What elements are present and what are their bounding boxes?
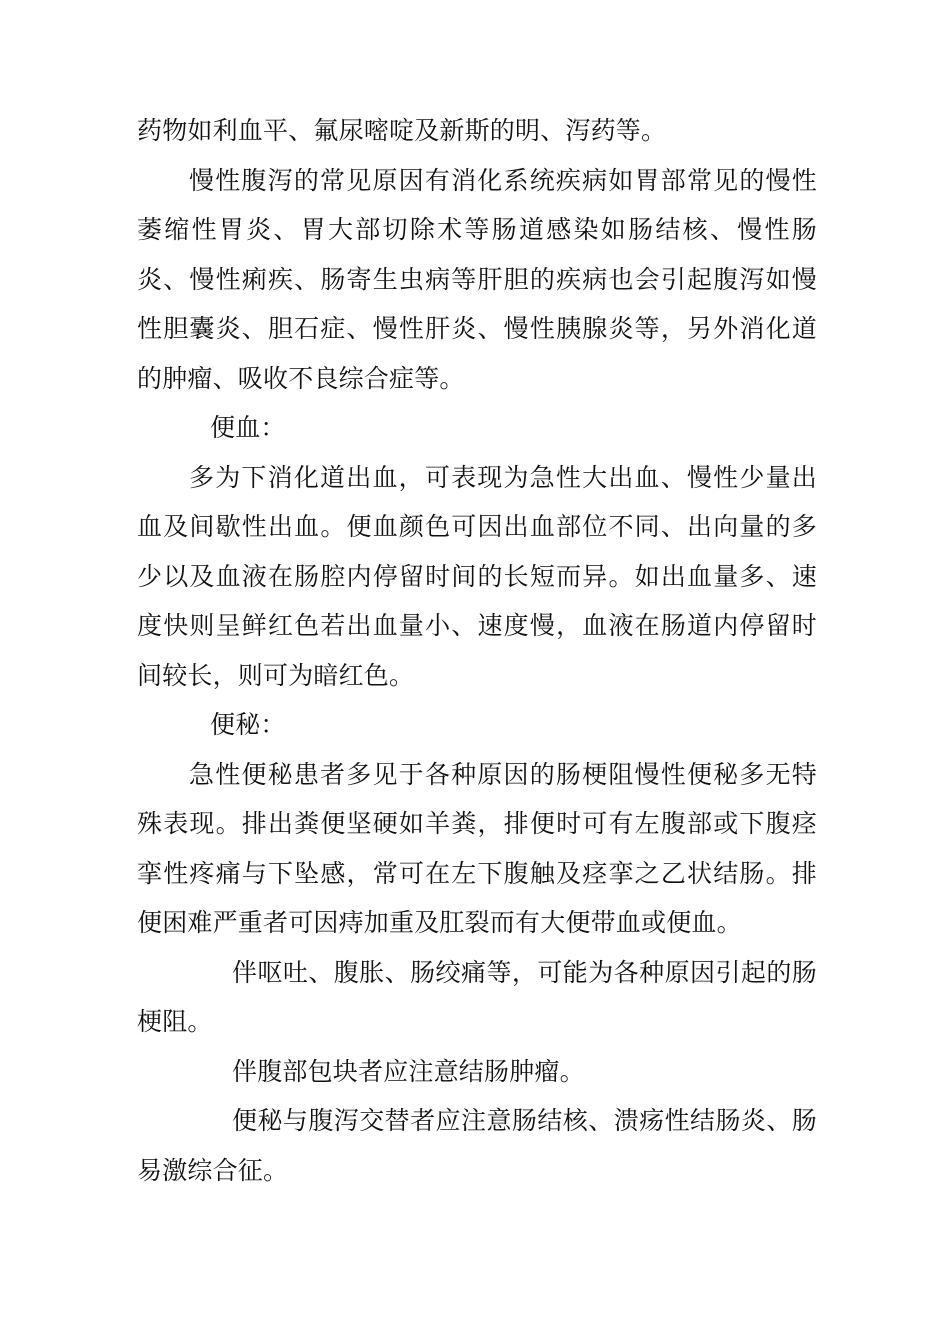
paragraph-chronic-diarrhea: 慢性腹泻的常见原因有消化系统疾病如胃部常见的慢性萎缩性胃炎、胃大部切除术等肠道感染如肠结核、慢性肠炎、慢性痢疾、肠寄生虫病等肝胆的疾病也会引起腹泻如慢性胆囊炎、胆石症、慢性肝炎、慢性胰腺炎等，另外消化道的肿瘤、吸收不良综合症等。 <box>137 165 817 393</box>
paragraph-constipation: 急性便秘患者多见于各种原因的肠梗阻慢性便秘多无特殊表现。排出粪便坚硬如羊粪，排便时可有左腹部或下腹痉挛性疼痛与下坠感，常可在左下腹触及痉挛之乙状结肠。排便困难严重者可因痔加重及肛裂而有大便带血或便血。 <box>137 759 817 937</box>
paragraph-abdominal-mass: 伴腹部包块者应注意结肠肿瘤。 <box>232 1056 585 1086</box>
paragraph-alternating-bowel: 便秘与腹泻交替者应注意肠结核、溃疡性结肠炎、肠易激综合征。 <box>137 1106 817 1185</box>
heading-hematochezia: 便血： <box>210 413 286 442</box>
paragraph-obstruction-signs: 伴呕吐、腹胀、肠绞痛等，可能为各种原因引起的肠梗阻。 <box>137 957 817 1036</box>
document-body <box>137 106 817 1195</box>
paragraph-hematochezia: 多为下消化道出血，可表现为急性大出血、慢性少量出血及间歇性出血。便血颜色可因出血部位不同、出向量的多少以及血液在肠腔内停留时间的长短而异。如出血量多、速度快则呈鲜红色若出血量小、速度慢，血液在肠道内停留时间较长，则可为暗红色。 <box>137 462 817 690</box>
paragraph-drug-causes: 药物如利血平、氟尿嘧啶及新斯的明、泻药等。 <box>137 116 667 145</box>
heading-constipation: 便秘： <box>210 710 286 739</box>
